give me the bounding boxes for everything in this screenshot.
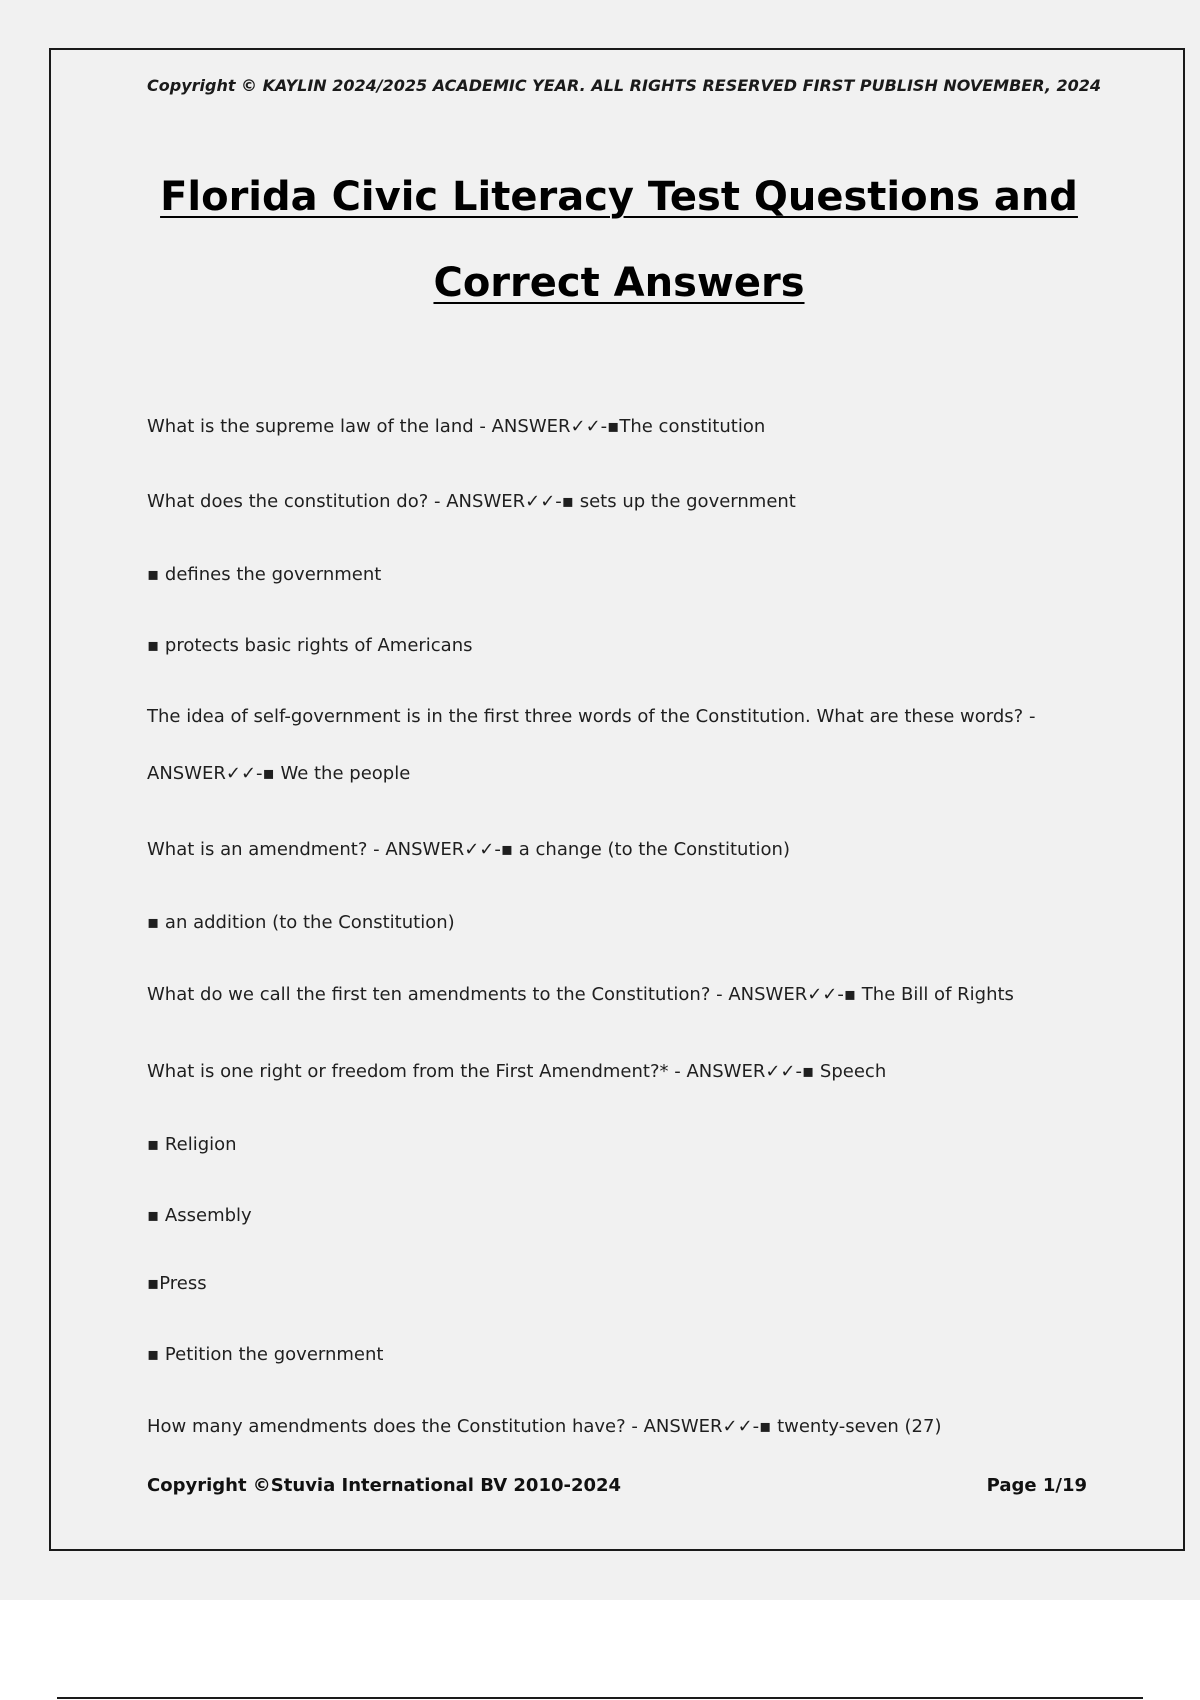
qa-line: How many amendments does the Constitution have? - ANSWER✓✓-▪ twenty-seven (27)	[147, 1416, 942, 1437]
document-title-line-2: Correct Answers	[433, 260, 805, 306]
qa-line: What is one right or freedom from the First Amendment?* - ANSWER✓✓-▪ Speech	[147, 1061, 887, 1082]
footer-copyright: Copyright ©Stuvia International BV 2010-2024	[147, 1475, 622, 1496]
qa-line: What do we call the first ten amendments to the Constitution? - ANSWER✓✓-▪ The Bill of Rights	[147, 984, 1014, 1005]
qa-line: ▪ Assembly	[147, 1205, 252, 1226]
qa-line: What is the supreme law of the land - ANSWER✓✓-▪The constitution	[147, 416, 766, 437]
qa-line: ▪ Petition the government	[147, 1344, 384, 1365]
qa-line: What does the constitution do? - ANSWER✓✓-▪ sets up the government	[147, 491, 796, 512]
qa-line: ▪ an addition (to the Constitution)	[147, 912, 455, 933]
header-copyright: Copyright © KAYLIN 2024/2025 ACADEMIC YEAR. ALL RIGHTS RESERVED FIRST PUBLISH NOVEMBER, 2024	[147, 76, 1101, 95]
document-title-line-1: Florida Civic Literacy Test Questions and	[160, 174, 1078, 220]
qa-line: ▪ protects basic rights of Americans	[147, 635, 473, 656]
qa-line: ▪ defines the government	[147, 564, 382, 585]
next-page-rule	[57, 1697, 1143, 1699]
qa-line: ANSWER✓✓-▪ We the people	[147, 763, 411, 784]
document-page	[49, 48, 1185, 1551]
page-number: Page 1/19	[986, 1475, 1087, 1496]
qa-line: The idea of self-government is in the first three words of the Constitution. What are these words? -	[147, 706, 1036, 727]
qa-line: ▪Press	[147, 1273, 207, 1294]
qa-line: ▪ Religion	[147, 1134, 237, 1155]
qa-line: What is an amendment? - ANSWER✓✓-▪ a change (to the Constitution)	[147, 839, 790, 860]
